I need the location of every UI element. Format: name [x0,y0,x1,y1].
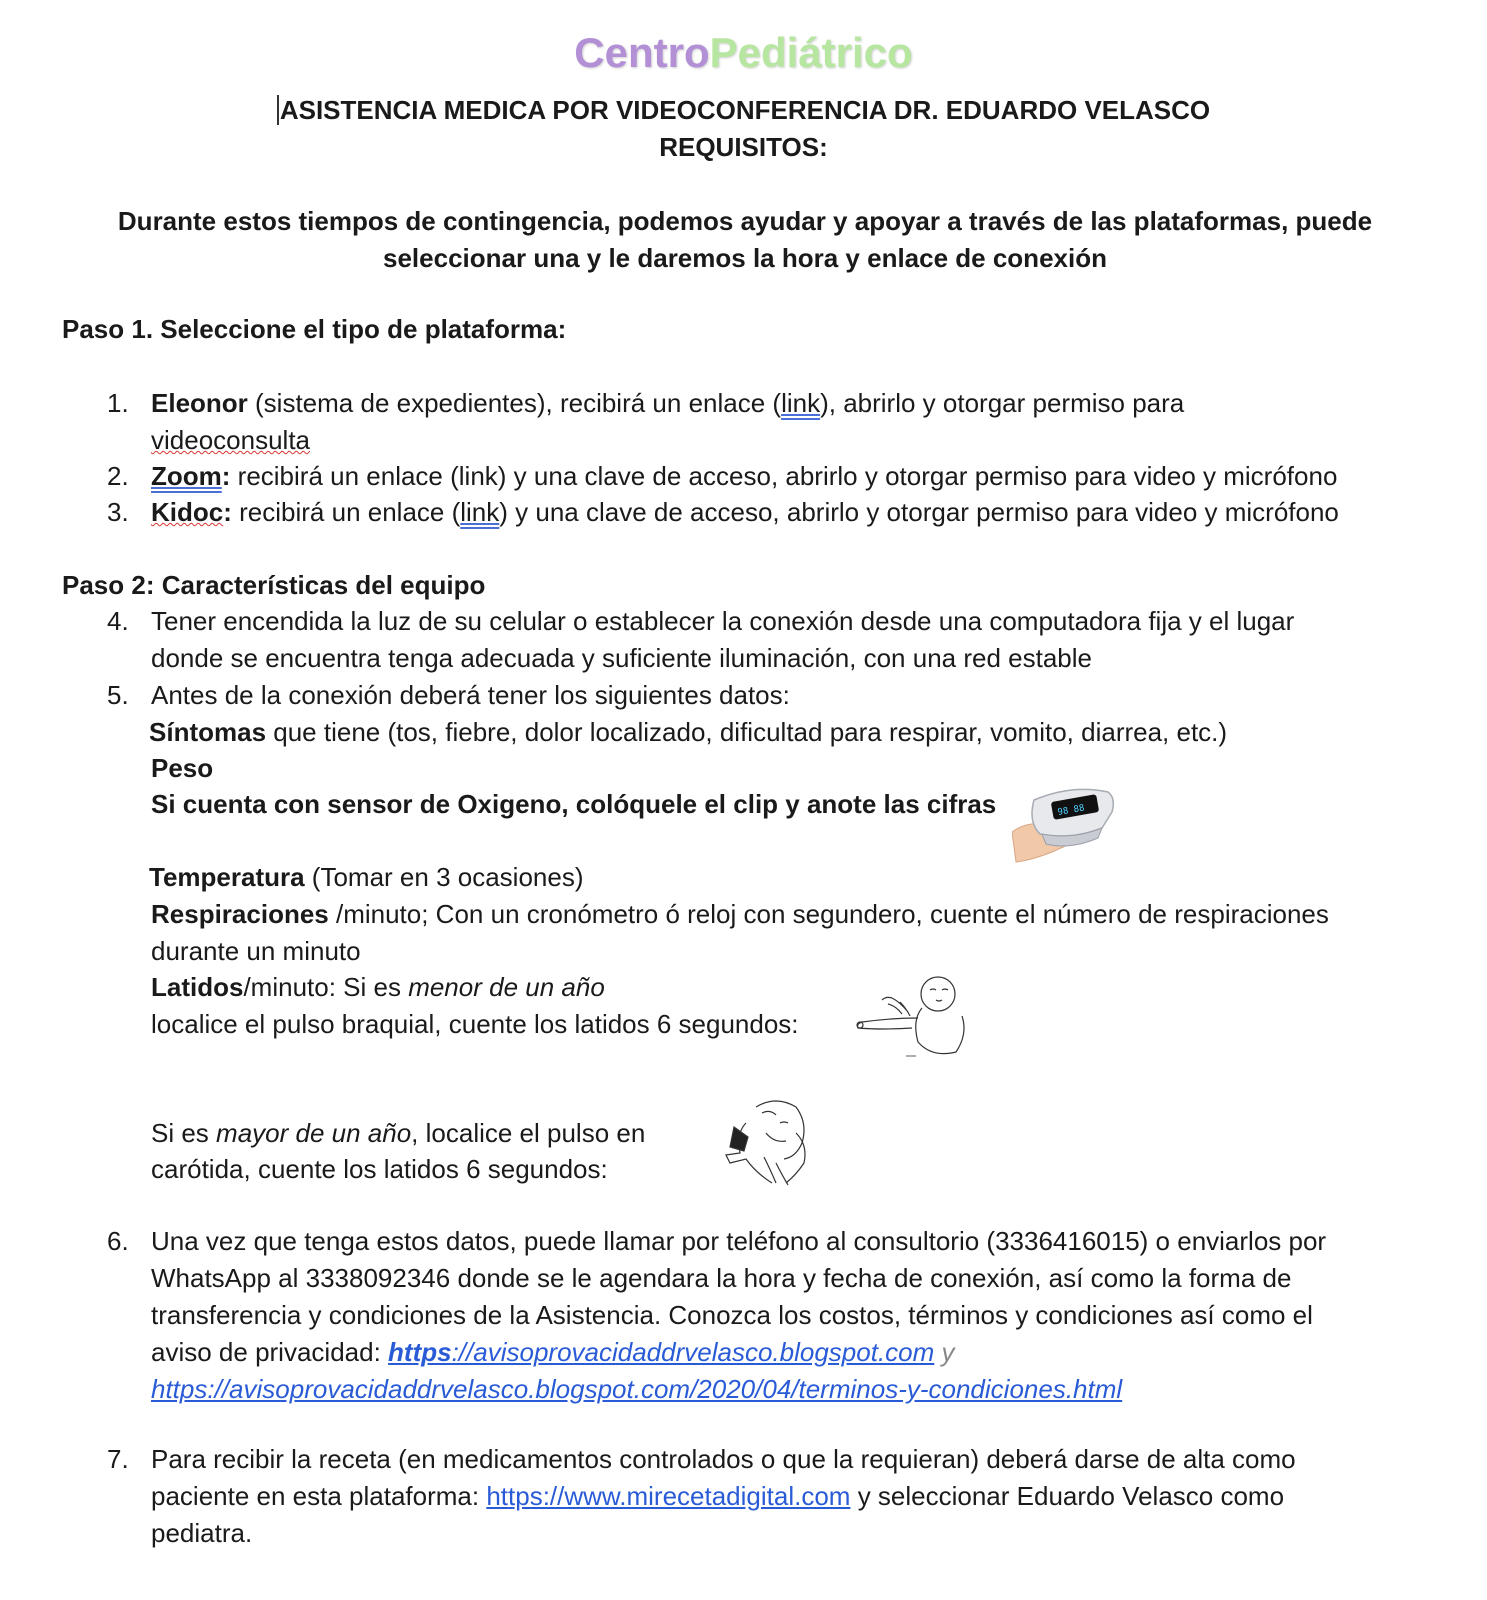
list-item-text [151,385,1421,459]
latidos-label: Latidos [151,972,244,1002]
item7-line-2-text-a: paciente en esta plataforma: [151,1481,487,1511]
latidos-menor-text: menor de un año [408,972,605,1002]
item4-line-1: Tener encendida la luz de su celular o establecer la conexión desde una computadora fija y el lugar [151,606,1295,636]
mayor-text-b: , localice el pulso en [411,1118,646,1148]
terms-link[interactable]: https://avisoprovacidaddrvelasco.blogspot.com/2020/04/terminos-y-condiciones.html [151,1374,1123,1404]
privacy-link[interactable] [388,1337,934,1367]
platform-name-zoom: Zoom [151,461,222,491]
item7-line-3: pediatra. [151,1518,253,1548]
item5-intro: Antes de la conexión deberá tener los siguientes datos: [151,680,790,710]
oximeter-display-text: 98 88 [1056,803,1086,819]
document-title [0,92,1487,129]
list-item-text [151,603,1421,677]
temperatura-text: (Tomar en 3 ocasiones) [304,862,584,892]
item7-line-2-text-b: y seleccionar Eduardo Velasco como [850,1481,1285,1511]
logo-part-centro: Centro [574,29,710,76]
temperatura-line [149,859,583,896]
item6-line-1: Una vez que tenga estos datos, puede llamar por teléfono al consultorio (3336416015) o enviarlos por [151,1226,1327,1256]
item1-text-a: (sistema de expedientes), recibirá un enlace ( [247,388,782,418]
intro-paragraph [90,203,1400,277]
item4-line-2: donde se encuentra tenga adecuada y suficiente iluminación, con una red estable [151,643,1092,673]
step1-heading: Paso 1. Seleccione el tipo de plataforma: [62,314,567,344]
intro-line-2: seleccionar una y le daremos la hora y enlace de conexión [383,243,1107,273]
privacy-link-rest: ://avisoprovacidaddrvelasco.blogspot.com [451,1337,935,1367]
list-item-text [151,1223,1451,1408]
mayor-line-2: carótida, cuente los latidos 6 segundos: [151,1154,608,1184]
mirecetadigital-link[interactable]: https://www.mirecetadigital.com [486,1481,851,1511]
list-number: 1. [107,388,129,418]
platform-name-eleonor: Eleonor [151,388,248,418]
brachial-pulse-illustration [852,972,974,1064]
list-item-text [151,1441,1451,1552]
list-number: 3. [107,497,129,527]
document-title-text: ASISTENCIA MEDICA POR VIDEOCONFERENCIA DR. EDUARDO VELASCO [279,95,1211,125]
item6-line-4-text: aviso de privacidad: [151,1337,389,1367]
platform-name-kidoc: Kidoc [151,497,224,527]
peso-label: Peso [151,753,214,783]
url-conjunction: y [934,1337,955,1367]
mayor-text-a: Si es [151,1118,217,1148]
link-word[interactable]: link [460,497,500,527]
carotid-pulse-illustration [716,1093,816,1189]
list-number: 5. [107,680,129,710]
item3-text-a: recibirá un enlace ( [231,497,461,527]
list-number: 7. [107,1444,129,1474]
respiraciones-line [151,896,1421,933]
step2-heading: Paso 2: Características del equipo [62,570,486,600]
sintomas-line [149,714,1227,751]
item1-line-2: videoconsulta [151,425,310,455]
respiraciones-label: Respiraciones [151,899,329,929]
text-cursor [277,95,279,125]
oxigeno-line: Si cuenta con sensor de Oxigeno, colóquele el clip y anote las cifras [151,789,997,819]
centro-pediatrico-logo [0,28,1487,78]
item3-colon: : [223,497,232,527]
item3-text-b: ) y una clave de acceso, abrirlo y otorgar permiso para video y micrófono [499,497,1339,527]
link-word[interactable]: link [781,388,821,418]
item7-line-1: Para recibir la receta (en medicamentos controlados o que la requieran) deberá darse de alta como [151,1444,1296,1474]
item2-colon: : [221,461,231,491]
item6-line-2: WhatsApp al 3338092346 donde se le agendara la hora y fecha de conexión, así como la forma de [151,1263,1292,1293]
item2-text: recibirá un enlace (link) y una clave de acceso, abrirlo y otorgar permiso para video y micrófono [230,461,1338,491]
temperatura-label: Temperatura [149,862,305,892]
respiraciones-text: /minuto; Con un cronómetro ó reloj con segundero, cuente el número de respiraciones [328,899,1329,929]
item6-line-5 [151,1371,1451,1408]
pulse-oximeter-image [1012,782,1116,866]
item1-text-b: ), abrirlo y otorgar permiso para [820,388,1185,418]
item6-line-4 [151,1334,1451,1371]
logo-part-pediatrico: Pediátrico [709,29,913,76]
latidos-text: /minuto: Si es [243,972,409,1002]
intro-line-1: Durante estos tiempos de contingencia, podemos ayudar y apoyar a través de las plataformas, puede [117,206,1373,236]
item6-line-3: transferencia y condiciones de la Asistencia. Conozca los costos, términos y condiciones así como el [151,1300,1313,1330]
list-number: 4. [107,606,129,636]
respiraciones-line-2: durante un minuto [151,936,361,966]
document-subtitle: REQUISITOS: [659,132,828,162]
latidos-line [151,969,605,1006]
list-number: 6. [107,1226,129,1256]
latidos-line-2: localice el pulso braquial, cuente los latidos 6 segundos: [151,1009,799,1039]
sintomas-label: Síntomas [149,717,267,747]
privacy-link-bold: https [388,1337,452,1367]
mayor-italic: mayor de un año [216,1118,412,1148]
list-number: 2. [107,461,129,491]
list-item-text [151,494,1451,531]
mayor-line [151,1115,645,1152]
item7-line-2 [151,1478,1451,1515]
list-item-text [151,458,1451,495]
sintomas-text: que tiene (tos, fiebre, dolor localizado, dificultad para respirar, vomito, diarrea, etc.) [266,717,1228,747]
